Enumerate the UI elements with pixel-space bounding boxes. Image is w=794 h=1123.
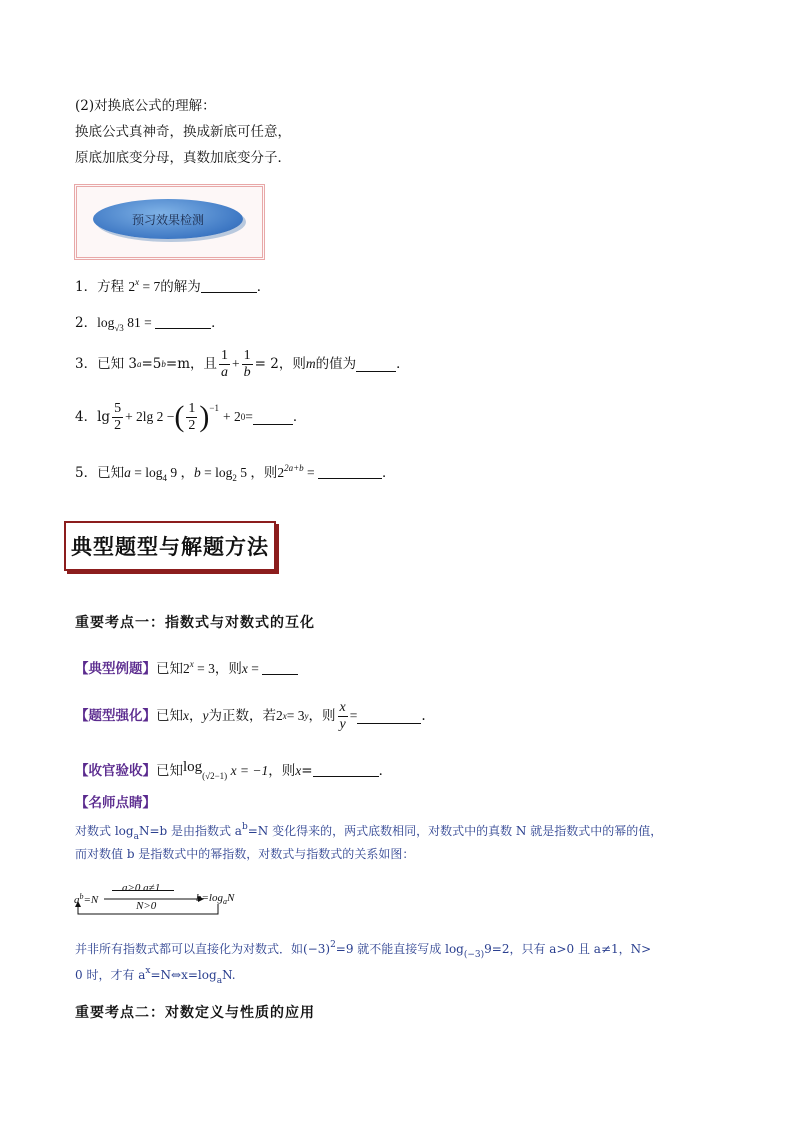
review-text: 已知 (156, 763, 183, 779)
example-x: x (241, 661, 248, 676)
q5-pow: 2 (277, 465, 285, 480)
exercise-3 (75, 346, 410, 382)
exp-log-relation-diagram (74, 880, 234, 920)
q3-mid: =5 (141, 356, 162, 372)
q2-base: √3 (114, 323, 124, 333)
q3-fraction-2: $\frac{1}{b}$ (243, 347, 251, 380)
q4-eq: = (245, 409, 253, 424)
tips-paragraph-3: 并非所有指数式都可以直接化为对数式．如$(-3)^2=9$ 就不能直接写成 $\log_{(-3)}9=2$，只有 a>0 且 a≠1，N> (75, 940, 652, 960)
q4-paren-fraction: $\frac{1}{2}$ (188, 400, 196, 433)
strengthen-sep: ， (189, 708, 203, 724)
q5-pow-exp: 2a+b (284, 463, 304, 473)
tips-paragraph-1: 对数式 $\log_aN=b$ 是由指数式 $a^b=N$ 变化得来的，两式底数相同，对数式中的真数 N 就是指数式中的幂的值， (75, 822, 663, 842)
q3-eq: = 2，则 (254, 356, 306, 372)
q2-log: log (97, 315, 115, 330)
q5-prefix: 5．已知 (75, 465, 125, 481)
intro-line-1: 换底公式真神奇，换成新底可任意， (75, 124, 291, 140)
strengthen-end: . (421, 708, 426, 724)
strengthen-y: y (202, 708, 209, 723)
q4-fraction: $\frac{5}{2}$ (114, 400, 122, 433)
exercise-4 (75, 396, 306, 438)
review-eq: = (301, 763, 313, 779)
q5-b-eq: = log (200, 465, 233, 480)
diagram-left: $a^b=N$ (74, 892, 99, 906)
q5-eq: = (303, 465, 319, 480)
review-log: log (183, 759, 203, 775)
q4-end: ． (292, 409, 307, 425)
example-answer-blank[interactable] (262, 660, 298, 675)
key-point-1: 重要考点一：指数式与对数式的互化 (75, 615, 315, 631)
strengthen-text3: ，则 (308, 708, 336, 724)
strengthen-answer-blank[interactable] (357, 709, 421, 724)
q2-prefix: 2． (75, 315, 98, 331)
preview-badge (93, 199, 243, 239)
q4-tail: + 2 (223, 409, 241, 424)
example-base: 2 (183, 661, 190, 676)
strengthen-fraction: $\frac{x}{y}$ (339, 699, 346, 732)
review-text2: ，则 (268, 763, 296, 779)
review-arg: x = −1 (227, 763, 269, 778)
q1-exp: x (135, 277, 140, 287)
exercise-2 (75, 313, 225, 338)
q3-answer-blank[interactable] (356, 357, 396, 372)
intro-heading: (2)对换底公式的理解： (75, 98, 216, 114)
review-answer-blank[interactable] (313, 762, 379, 777)
q2-answer-blank[interactable] (155, 314, 211, 329)
q5-b-arg: 5 ，则 (236, 465, 278, 480)
q1-end: ． (256, 279, 271, 295)
q4-answer-blank[interactable] (253, 410, 293, 425)
strengthen-e2: y (304, 711, 309, 721)
q4-prefix: 4．lg (75, 409, 111, 425)
q3-post2: 的值为 (315, 356, 357, 372)
q4-lparen: ( (174, 400, 185, 433)
q2-arg: 81 = (123, 315, 156, 330)
review-base: (√2−1) (202, 771, 228, 781)
q5-end: ． (382, 465, 396, 481)
preview-badge-frame (74, 184, 265, 260)
strengthen-b1: 2 (276, 708, 283, 723)
q3-b-exp: b (161, 359, 166, 369)
q3-m: m (305, 356, 316, 371)
q1-post: 的解为 (160, 279, 201, 295)
q5-a-eq: = log (130, 465, 163, 480)
strengthen-text2: 为正数，若 (208, 708, 276, 724)
section-header-title: 典型题型与解题方法 (71, 534, 269, 559)
example-eq: = (247, 661, 263, 676)
key-point-2: 重要考点二：对数定义与性质的应用 (75, 1005, 315, 1021)
tips-tag (75, 793, 156, 813)
tips-paragraph-2: 而对数值 b 是指数式中的幂指数，对数式与指数式的关系如图： (75, 847, 415, 861)
q5-a-base: 4 (162, 473, 167, 483)
strengthen-eq: = (349, 708, 358, 723)
q5-a-arg: 9 ， (166, 465, 194, 480)
typical-example-tag: 【典型例题】 (75, 661, 156, 677)
q5-b: b (193, 465, 201, 480)
q3-plus: + (232, 356, 240, 371)
q4-rparen: ) (199, 400, 210, 433)
diagram-cond-bottom: N>0 (136, 900, 157, 912)
strengthen-question (75, 697, 426, 735)
review-x: x (295, 763, 302, 778)
q1-base: 2 (128, 279, 136, 294)
q3-a-exp: a (136, 359, 142, 369)
q5-a: a (124, 465, 131, 480)
intro-line-2: 原底加底变分母，真数加底变分子． (75, 150, 291, 166)
strengthen-e1: x (282, 711, 287, 721)
typical-example (75, 654, 298, 679)
q1-rest: = 7 (139, 279, 161, 294)
q1-answer-blank[interactable] (201, 278, 257, 293)
q4-tail-exp: 0 (240, 412, 246, 422)
q3-end: ． (396, 356, 410, 372)
preview-badge-label: 预习效果检测 (131, 212, 204, 227)
strengthen-x: x (183, 708, 189, 723)
exercise-1 (75, 272, 270, 297)
q5-b-base: 2 (232, 473, 237, 483)
exercise-5 (75, 458, 396, 488)
strengthen-text: 已知 (156, 708, 183, 724)
tips-paragraph-4: 0 时，才有 $a^x=N\Leftrightarrow x=\log_aN$. (75, 966, 236, 986)
q3-prefix: 3．已知 3 (75, 356, 137, 372)
example-rest: = 3，则 (193, 661, 242, 676)
review-question (75, 757, 392, 786)
q1-prefix: 1．方程 (75, 279, 125, 295)
example-text: 已知 (156, 661, 183, 677)
review-end: ． (378, 763, 393, 779)
q3-fraction-1: $\frac{1}{a}$ (221, 347, 229, 380)
review-tag: 【收官验收】 (75, 763, 156, 779)
q4-mid: + 2lg 2 − (125, 409, 175, 424)
strengthen-mid: = 3 (286, 708, 305, 723)
diagram-right: $b=\log_aN$ (196, 892, 235, 906)
strengthen-tag: 【题型强化】 (75, 708, 156, 724)
q5-answer-blank[interactable] (318, 464, 382, 479)
diagram-cond-top: a>0 a≠1 (122, 882, 161, 894)
section-header (64, 521, 276, 571)
q3-post1: =m，且 (165, 356, 218, 372)
q2-end: ． (211, 315, 225, 331)
example-exp: x (189, 659, 194, 669)
tips-tag-label: 【名师点睛】 (75, 795, 156, 811)
q4-paren-exp: −1 (209, 403, 219, 413)
